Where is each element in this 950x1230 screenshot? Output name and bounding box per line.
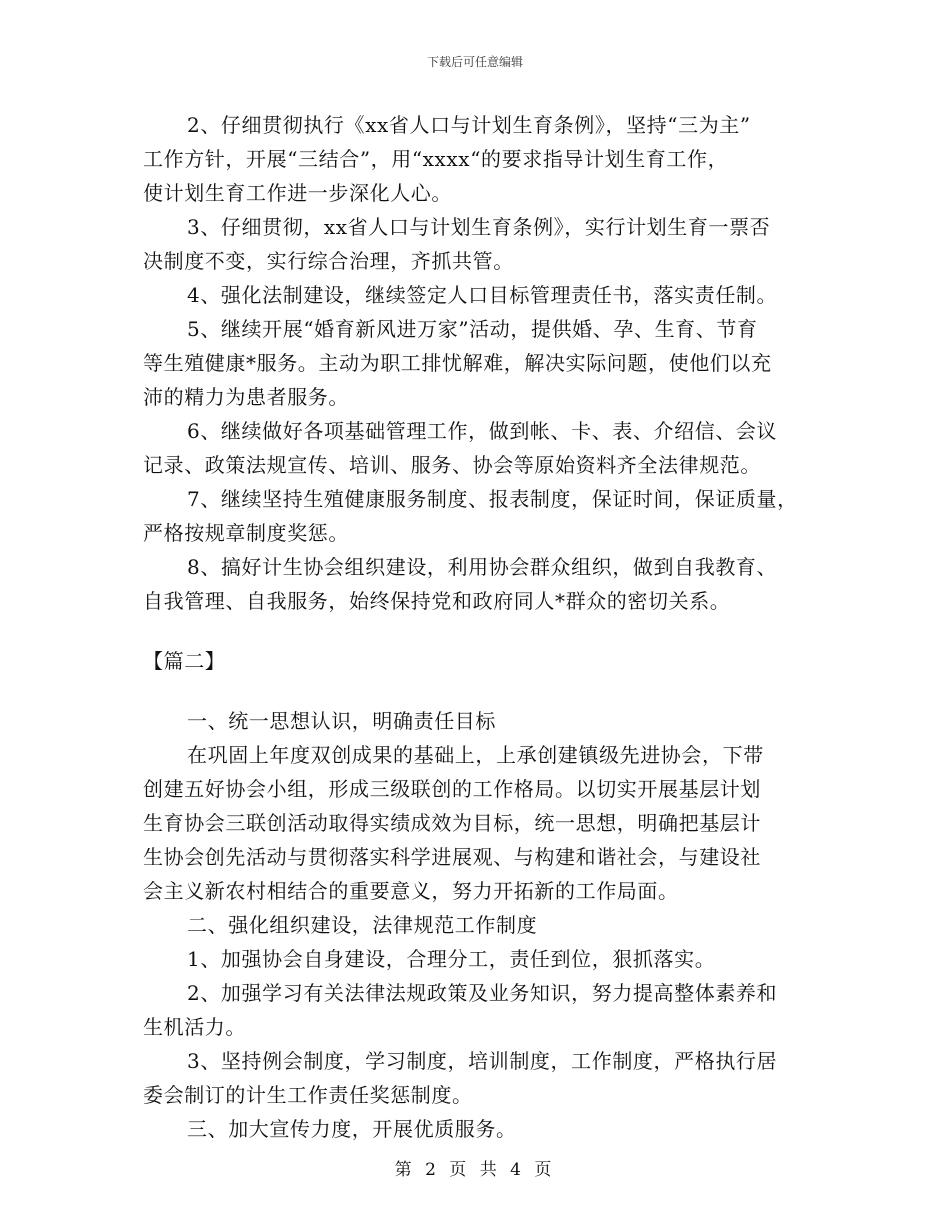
text-line: 记录、政策法规宣传、培训、服务、协会等原始资料齐全法律规范。 bbox=[143, 453, 761, 477]
text-line: 5、继续开展“婚育新风进万家”活动，提供婚、孕、生育、节育 bbox=[187, 317, 758, 341]
text-line: 3、坚持例会制度，学习制度，培训制度，工作制度，严格执行居 bbox=[187, 1049, 778, 1073]
text-line: 一、统一思想认识，明确责任目标 bbox=[187, 709, 496, 733]
text-line: 沛的精力为患者服务。 bbox=[143, 385, 349, 409]
text-line: 2、加强学习有关法律法规政策及业务知识，努力提高整体素养和 bbox=[187, 981, 778, 1005]
text-line: 决制度不变，实行综合治理，齐抓共管。 bbox=[143, 249, 514, 273]
text-line: 创建五好协会小组，形成三级联创的工作格局。以切实开展基层计划 bbox=[143, 777, 761, 801]
text-line: 二、强化组织建设，法律规范工作制度 bbox=[187, 913, 538, 937]
text-line: 严格按规章制度奖惩。 bbox=[143, 521, 349, 545]
text-line: 1、加强协会自身建设，合理分工，责任到位，狠抓落实。 bbox=[187, 947, 716, 971]
text-line: 7、继续坚持生殖健康服务制度、报表制度，保证时间，保证质量， bbox=[187, 487, 798, 511]
text-line: 3、仔细贯彻，xx省人口与计划生育条例》，实行计划生育一票否 bbox=[187, 215, 771, 239]
text-line: 生机活力。 bbox=[143, 1015, 246, 1039]
section-one bbox=[143, 108, 823, 618]
document-body bbox=[143, 108, 823, 1146]
page-footer: 第 2 页 共 4 页 bbox=[394, 1160, 556, 1180]
text-line: 2、仔细贯彻执行《xx省人口与计划生育条例》，坚持“三为主” bbox=[187, 113, 751, 137]
text-line: 生协会创先活动与贯彻落实科学进展观、与构建和谐社会，与建设社 bbox=[143, 845, 761, 869]
text-line: 8、搞好计生协会组织建设，利用协会群众组织，做到自我教育、 bbox=[187, 555, 778, 579]
text-line: 等生殖健康*服务。主动为职工排忧解难，解决实际问题，使他们以充 bbox=[143, 351, 772, 375]
text-line: 6、继续做好各项基础管理工作，做到帐、卡、表、介绍信、会议 bbox=[187, 419, 778, 443]
page-header: 下载后可任意编辑 bbox=[426, 55, 523, 69]
section-two bbox=[143, 704, 823, 1146]
text-line: 在巩固上年度双创成果的基础上，上承创建镇级先进协会，下带 bbox=[187, 743, 764, 767]
text-line: 三、加大宣传力度，开展优质服务。 bbox=[187, 1117, 517, 1141]
section-heading: 【篇二】 bbox=[143, 649, 226, 673]
text-line: 生育协会三联创活动取得实绩成效为目标，统一思想，明确把基层计 bbox=[143, 811, 761, 835]
text-line: 工作方针，开展“三结合”，用“xxxx“的要求指导计划生育工作， bbox=[143, 147, 729, 171]
text-line: 4、强化法制建设，继续签定人口目标管理责任书，落实责任制。 bbox=[187, 283, 778, 307]
text-line: 自我管理、自我服务，始终保持党和政府同人*群众的密切关系。 bbox=[143, 589, 731, 613]
text-line: 委会制订的计生工作责任奖惩制度。 bbox=[143, 1083, 473, 1107]
text-line: 会主义新农村相结合的重要意义，努力开拓新的工作局面。 bbox=[143, 879, 679, 903]
text-line: 使计划生育工作进一步深化人心。 bbox=[143, 181, 452, 205]
